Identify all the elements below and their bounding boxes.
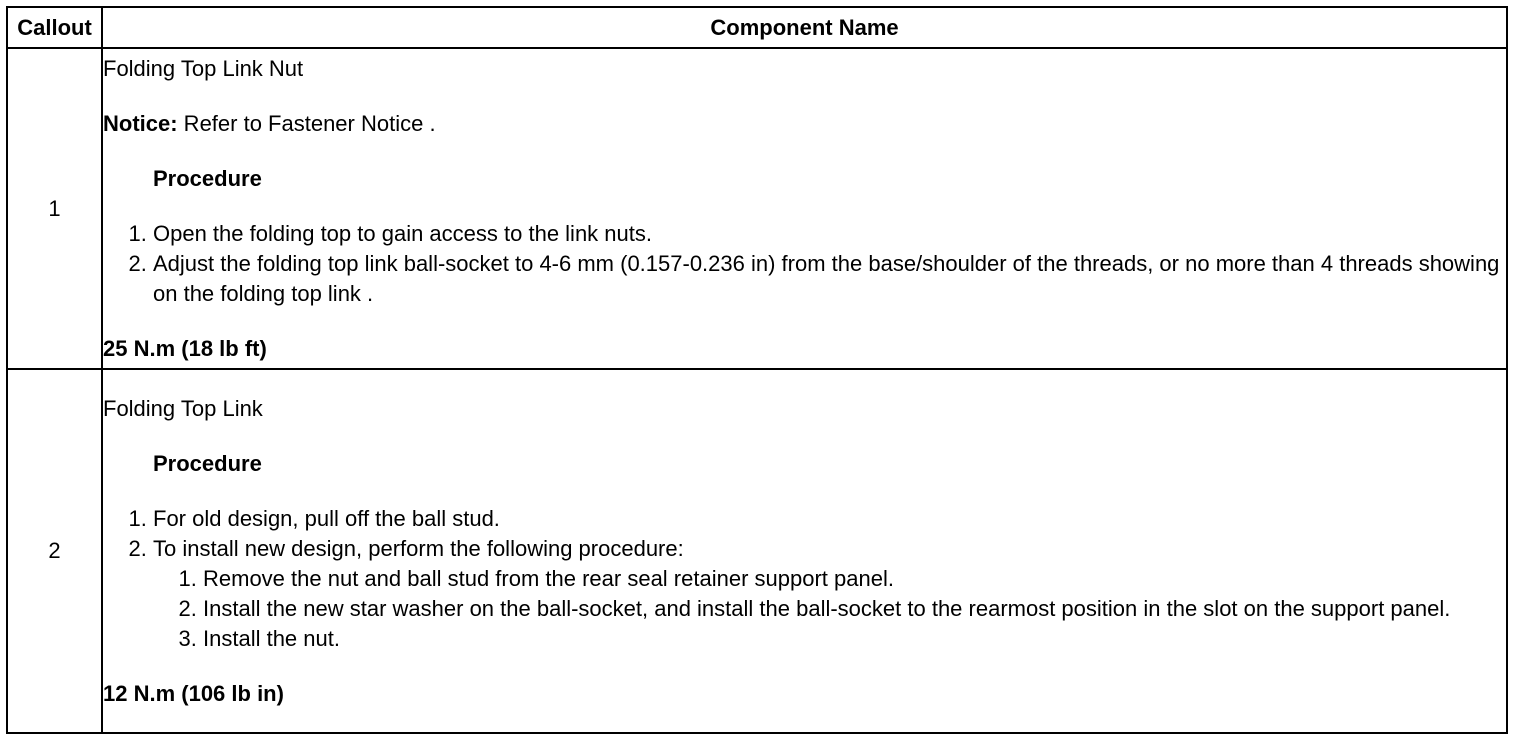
callout-header: Callout [7, 7, 102, 48]
procedure-heading: Procedure [153, 165, 262, 191]
procedure-substep: 2. Install the new star washer on the ball-socket, and install the ball-socket to the rearmost position in the slot on the support panel. [203, 594, 1506, 624]
procedure-steps [103, 219, 1506, 309]
procedure-heading: Procedure [153, 450, 262, 476]
component-name: Folding Top Link Nut [103, 55, 304, 81]
component-details [102, 369, 1507, 733]
procedure-step [153, 534, 1506, 654]
table-row [7, 369, 1507, 733]
component-name: Folding Top Link [103, 395, 263, 421]
procedure-steps [103, 504, 1506, 654]
procedure-step: 2. Adjust the folding top link ball-socket to 4-6 mm (0.157-0.236 in) from the base/shoulder of the threads, or no more than 4 threads showing on the folding top link . [153, 249, 1506, 309]
header-row [7, 7, 1507, 48]
table-row [7, 48, 1507, 369]
torque-spec: 25 N.m (18 lb ft) [103, 335, 267, 361]
component-name-header: Component Name [102, 7, 1507, 48]
procedure-substep: 3. Install the nut. [203, 624, 1506, 654]
component-table [6, 6, 1508, 734]
procedure-step: 1. For old design, pull off the ball stud. [153, 504, 1506, 534]
notice-text: Refer to Fastener Notice . [177, 110, 436, 136]
procedure-substeps [153, 564, 1506, 654]
torque-spec: 12 N.m (106 lb in) [103, 680, 284, 706]
component-table-container [6, 6, 1508, 734]
procedure-substep: 1. Remove the nut and ball stud from the rear seal retainer support panel. [203, 564, 1506, 594]
notice [103, 109, 1506, 139]
notice-label: Notice: [103, 110, 178, 136]
procedure-step-text: To install new design, perform the following procedure: [153, 535, 684, 561]
procedure-step: 1. Open the folding top to gain access to the link nuts. [153, 219, 1506, 249]
callout-number: 1 [7, 48, 102, 369]
component-details [102, 48, 1507, 369]
callout-number: 2 [7, 369, 102, 733]
